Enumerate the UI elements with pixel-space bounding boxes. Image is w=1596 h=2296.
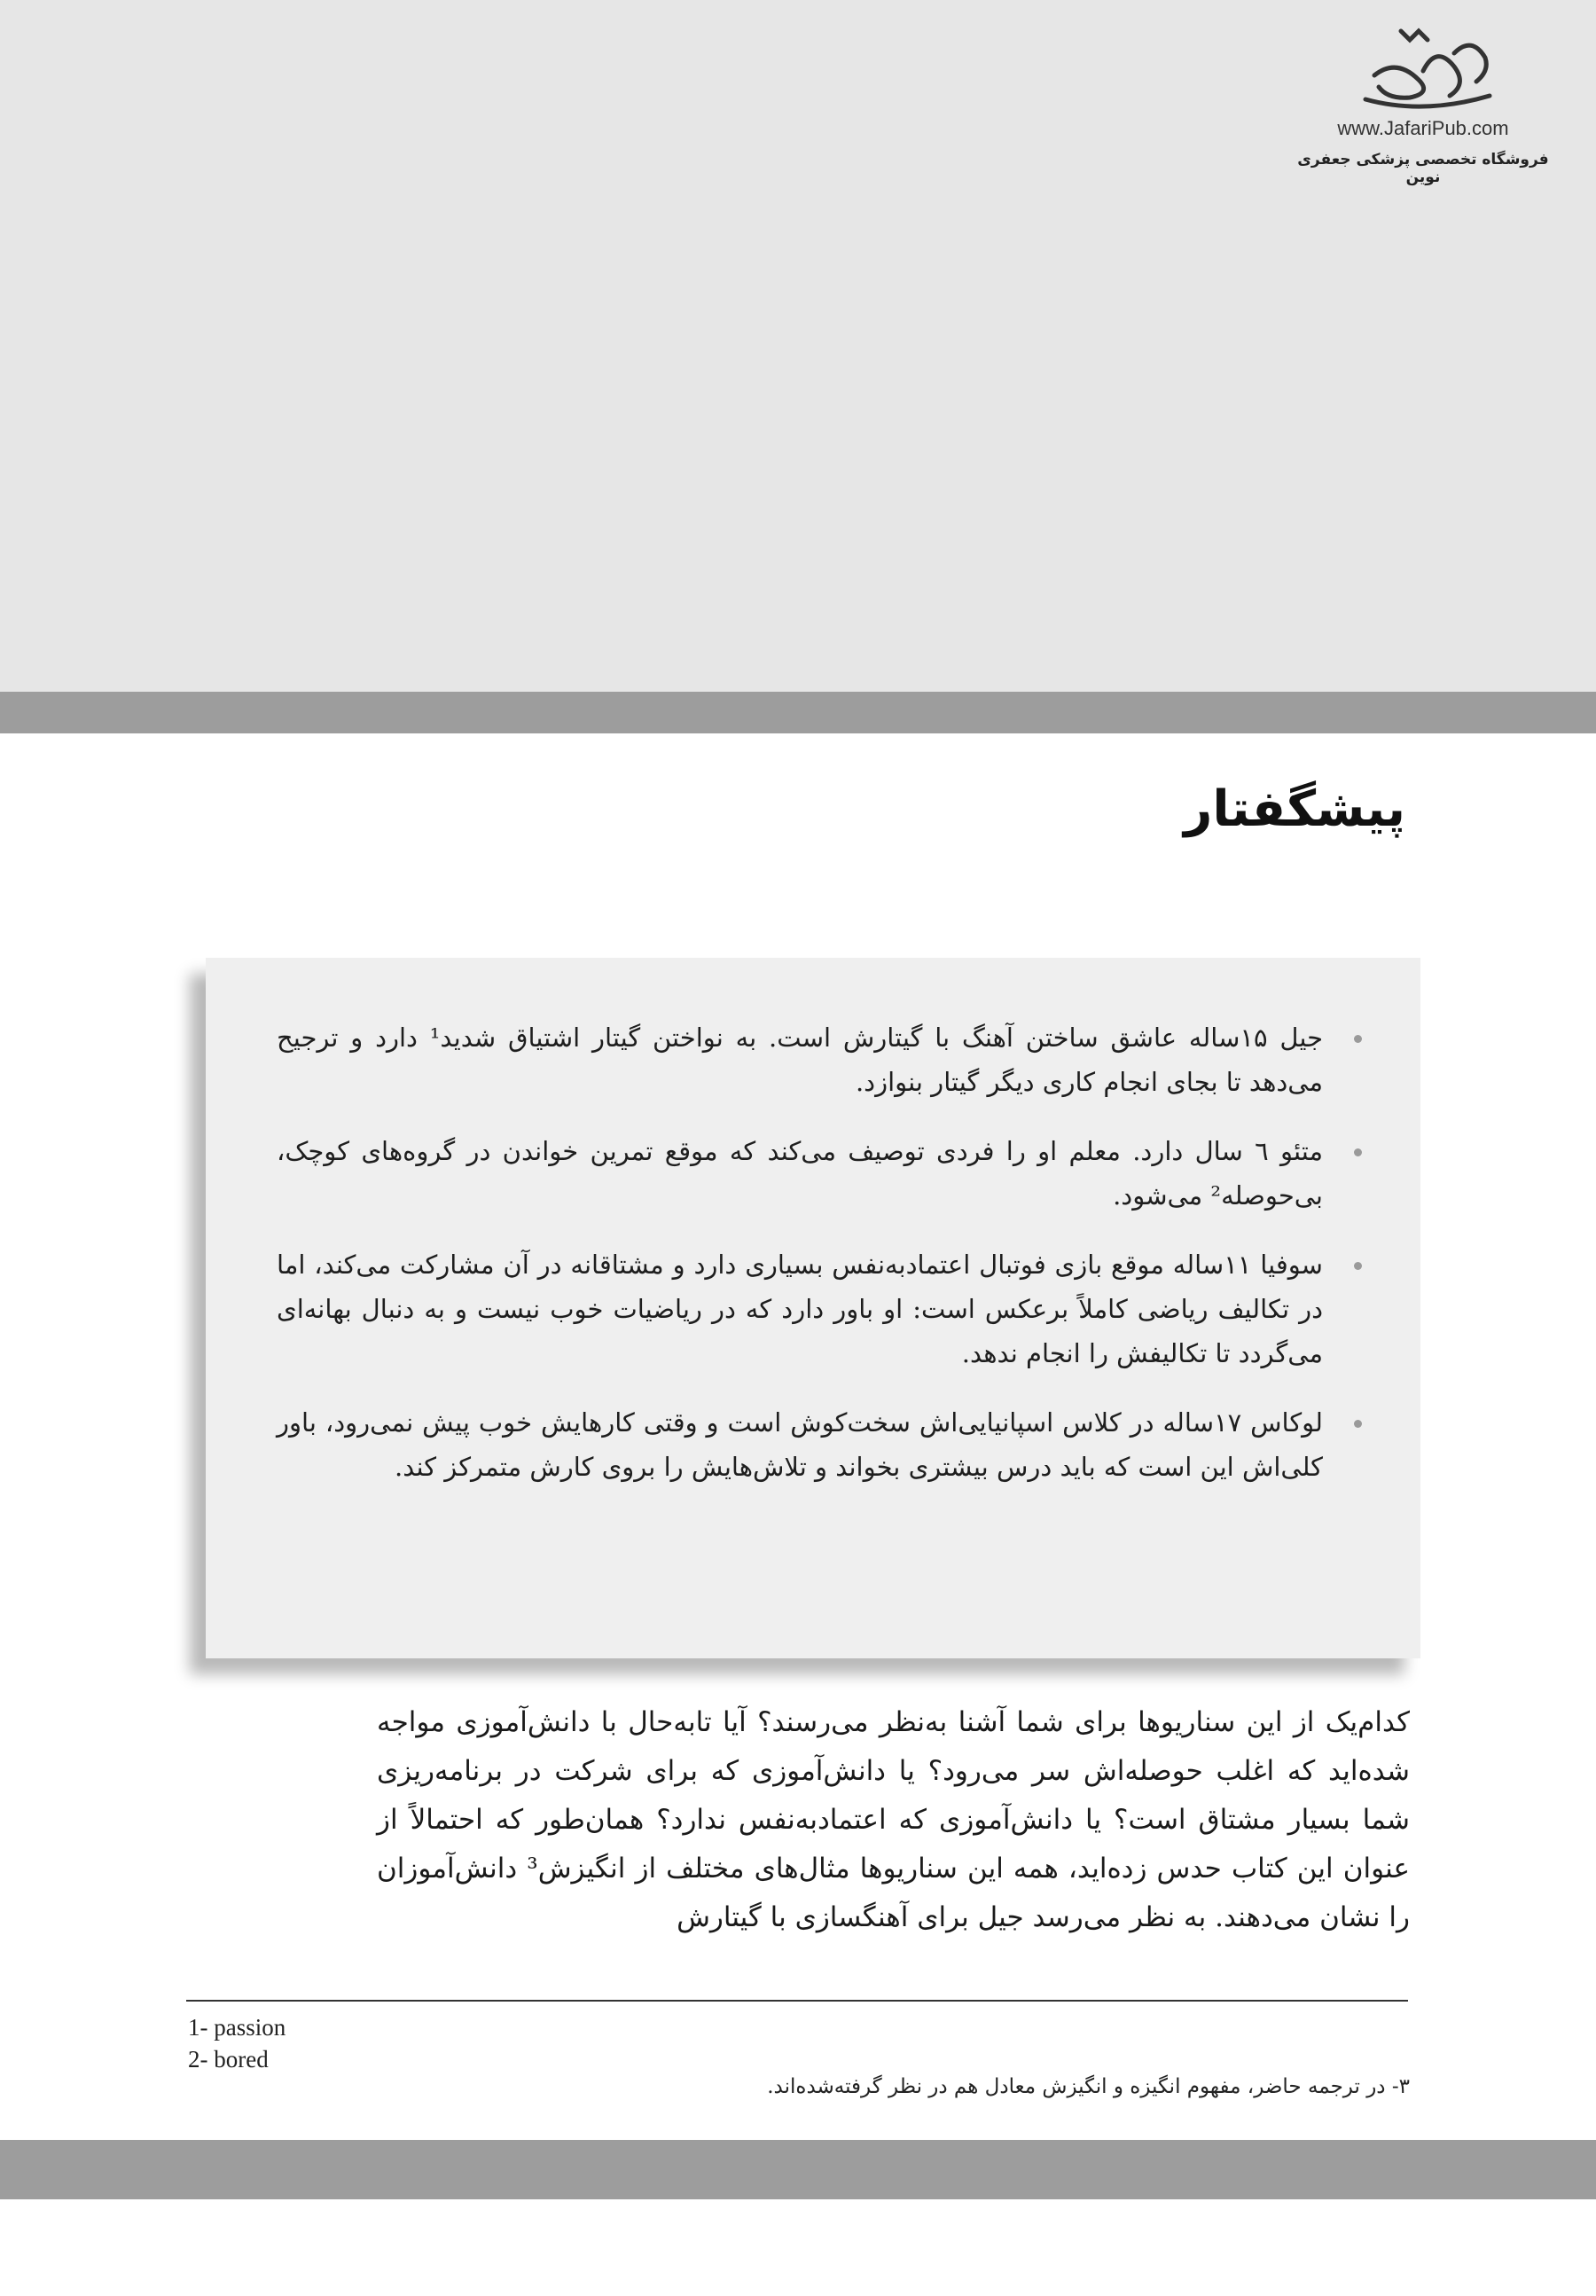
scenario-box xyxy=(206,958,1420,1658)
logo-subtitle: فروشگاه تخصصی پزشکی جعفری نوین xyxy=(1297,151,1549,186)
footnote-1: 1- passion xyxy=(188,2014,286,2041)
scenario-item xyxy=(277,1242,1367,1375)
logo-url[interactable]: www.JafariPub.com xyxy=(1337,117,1509,139)
page-title: پیشگفتار xyxy=(1184,780,1405,838)
bullet-icon xyxy=(1354,1035,1362,1043)
footnote-2: 2- bored xyxy=(188,2046,269,2073)
scenario-item xyxy=(277,1400,1367,1489)
calligraphy-logo-icon xyxy=(1348,18,1498,115)
header-bar xyxy=(0,692,1596,733)
bullet-icon xyxy=(1354,1262,1362,1270)
scenario-list xyxy=(277,1015,1367,1514)
bullet-icon xyxy=(1354,1148,1362,1156)
footnote-3: ۳- در ترجمه حاضر، مفهوم انگیزه و انگیزش معادل هم در نظر گرفته‌شده‌اند. xyxy=(767,2075,1410,2098)
scenario-text: لوکاس ۱۷ساله در کلاس اسپانیایی‌اش سخت‌کوش است و وقتی کارهایش خوب پیش نمی‌رود، باور کلی‌اش این است که باید درس بیشتری بخواند و تلاش‌هایش را بروی کارش متمرکز کند. xyxy=(277,1407,1323,1482)
footer-bar xyxy=(0,2140,1596,2199)
scenario-text: متئو ٦ سال دارد. معلم او را فردی توصیف می‌کند که موقع تمرین خواندن در گروه‌های کوچک، بی‌حوصله² می‌شود. xyxy=(277,1136,1323,1211)
footnotes-english xyxy=(188,2011,286,2075)
scenario-text: سوفیا ۱۱ساله موقع بازی فوتبال اعتمادبه‌نفس بسیاری دارد و مشتاقانه در آن مشارکت می‌کند، اما در تکالیف ریاضی کاملاً برعکس است: او باور دارد که در ریاضیات خوب نیست و به دنبال بهانه‌ای می‌گردد تا تکالیفش را انجام ندهد. xyxy=(277,1250,1323,1368)
scenario-item xyxy=(277,1015,1367,1104)
publisher-logo[interactable] xyxy=(1290,18,1556,186)
bullet-icon xyxy=(1354,1420,1362,1428)
body-paragraph: کدام‌یک از این سناریوها برای شما آشنا به‌نظر می‌رسند؟ آیا تابه‌حال با دانش‌آموزی مواجه شده‌اید که اغلب حوصله‌اش سر می‌رود؟ یا دانش‌آموزی که برای شرکت در برنامه‌ریزی شما بسیار مشتاق است؟ یا دانش‌آموزی که اعتمادبه‌نفس ندارد؟ همان‌طور که احتمالاً از عنوان این کتاب حدس زده‌اید، همه این سناریوها مثال‌های مختلف از انگیزش³ دانش‌آموزان را نشان می‌دهند. به نظر می‌رسد جیل برای آهنگسازی با گیتارش xyxy=(377,1706,1410,1933)
scenario-text: جیل ۱۵ساله عاشق ساختن آهنگ با گیتارش است. به نواختن گیتار اشتیاق شدید¹ دارد و ترجیح می‌دهد تا بجای انجام کاری دیگر گیتار بنوازد. xyxy=(277,1023,1323,1097)
footnote-divider xyxy=(186,2000,1408,2002)
scenario-item xyxy=(277,1129,1367,1218)
